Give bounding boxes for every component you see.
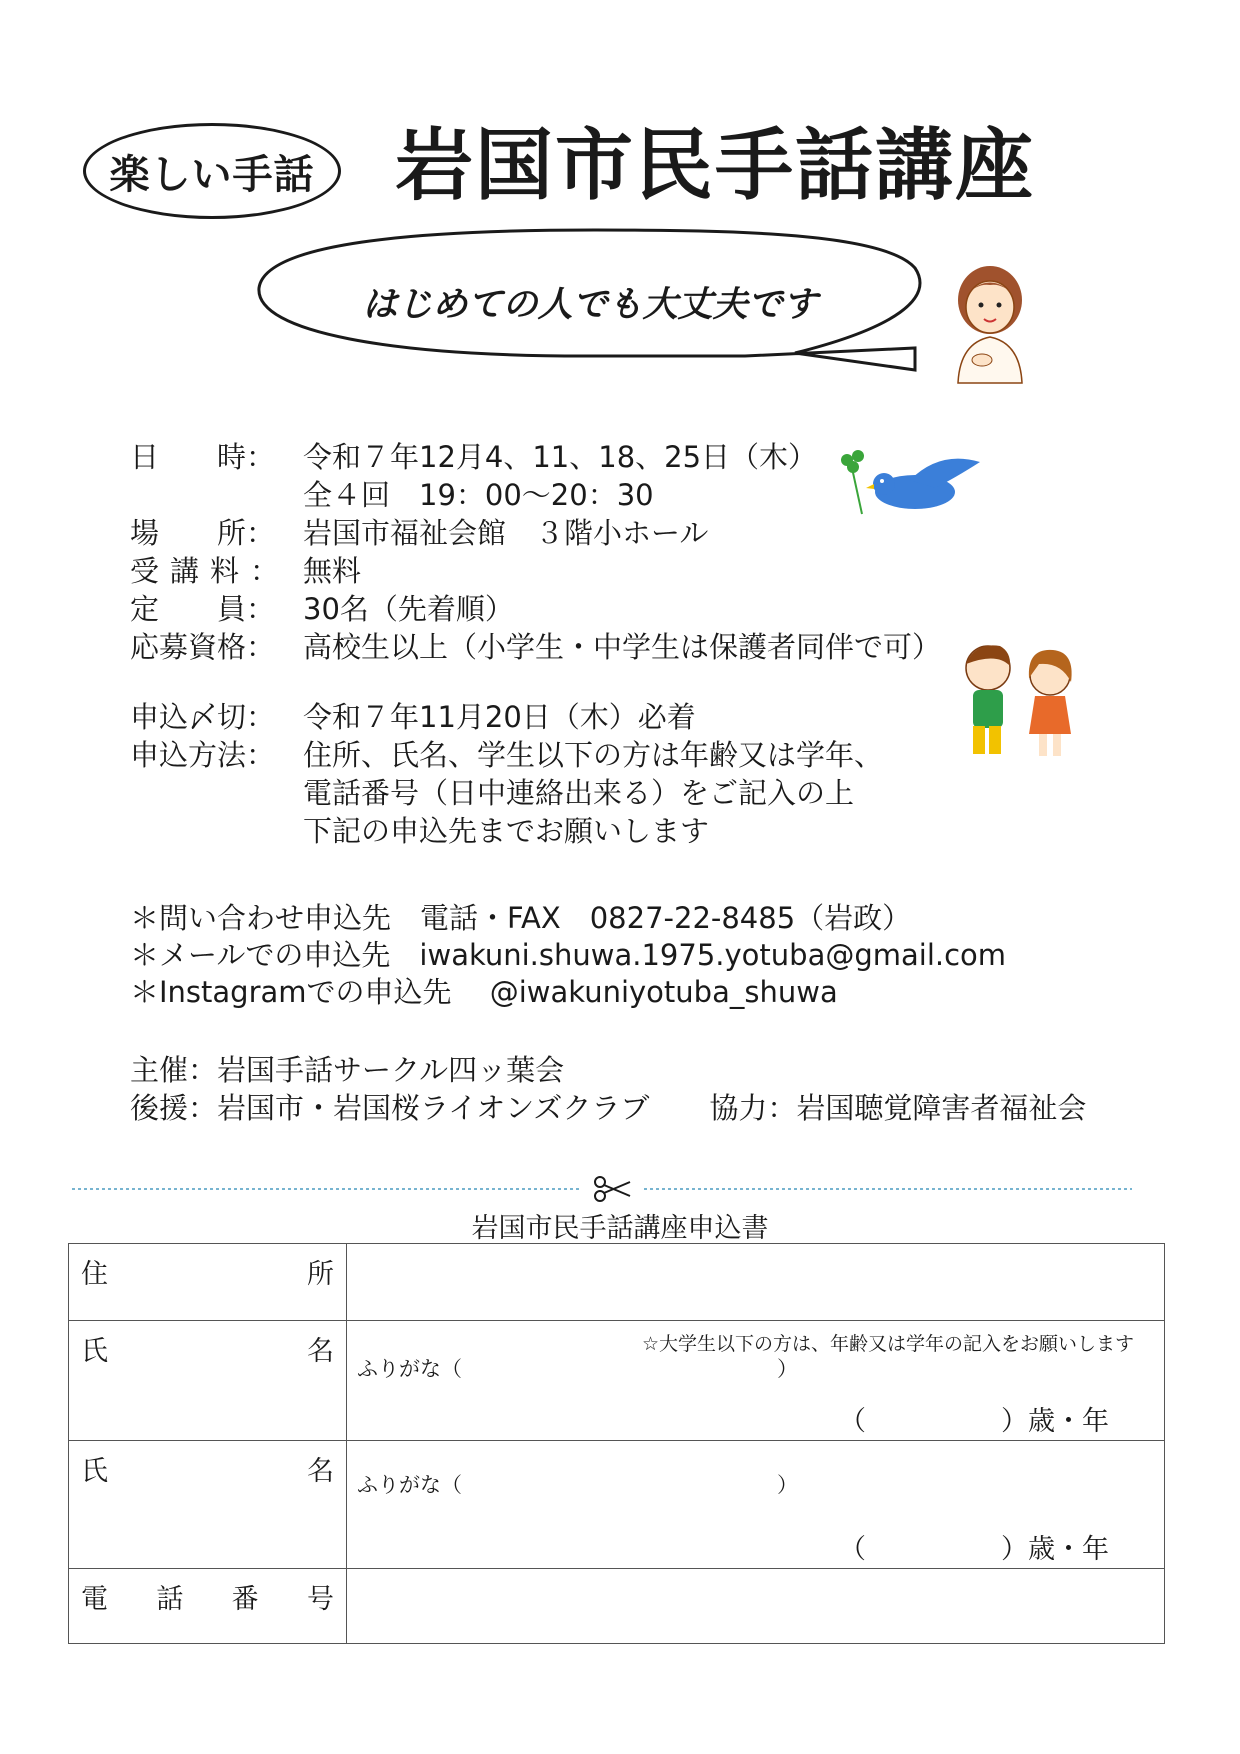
name-label-2: 氏 名 (69, 1441, 347, 1569)
application-form (68, 1243, 1165, 1644)
name-field-2[interactable] (347, 1441, 1165, 1569)
deadline-label: 申込〆切： (130, 700, 276, 734)
cut-line (72, 1172, 1132, 1202)
eligibility-label: 応募資格： (130, 630, 276, 664)
support: 後援：岩国市・岩国桜ライオンズクラブ (130, 1091, 650, 1125)
place-label: 場 所： (130, 516, 276, 550)
bubble-text: はじめての人でも大丈夫です (362, 285, 818, 325)
eligibility-value: 高校生以上（小学生・中学生は保護者同伴で可） (303, 630, 942, 664)
header-tag: 楽しい手話 (83, 123, 341, 219)
capacity-value: 30名（先着順） (303, 592, 514, 626)
fee-label: 受講料： (130, 554, 291, 588)
phone-field[interactable] (347, 1569, 1165, 1644)
age-note: ☆大学生以下の方は、年齢又は学年の記入をお願いします (641, 1333, 1134, 1355)
contact-phone: ＊問い合わせ申込先 電話・FAX 0827-22-8485（岩政） (130, 901, 912, 935)
address-label: 住 所 (69, 1244, 347, 1321)
date-value: 令和７年12月4、11、18、25日（木） (303, 440, 818, 474)
form-title: 岩国市民手話講座申込書 (471, 1213, 769, 1244)
deadline-value: 令和７年11月20日（木）必着 (303, 700, 696, 734)
date-time-value: 全４回 19：00～20：30 (303, 478, 654, 512)
woman-signing-icon (950, 265, 1030, 385)
capacity-label: 定 員： (130, 592, 276, 626)
age-2: （ ）歳・年 (839, 1534, 1109, 1565)
event-info (130, 438, 1130, 850)
method-value-3: 下記の申込先までお願いします (303, 814, 710, 848)
name-field-1[interactable] (347, 1321, 1165, 1441)
cooperation: 協力：岩国聴覚障害者福祉会 (709, 1091, 1087, 1125)
method-value-2: 電話番号（日中連絡出来る）をご記入の上 (303, 776, 855, 810)
method-value: 住所、氏名、学生以下の方は年齢又は学年、 (303, 738, 884, 772)
contact-email[interactable]: ＊メールでの申込先 iwakuni.shuwa.1975.yotuba@gmail.com (130, 938, 1007, 972)
name-label-1: 氏 名 (69, 1321, 347, 1441)
address-field[interactable] (347, 1244, 1165, 1321)
date-label: 日 時： (130, 440, 276, 474)
host: 主催：岩国手話サークル四ッ葉会 (130, 1053, 565, 1087)
furigana-1: ふりがな（ ） (357, 1357, 798, 1381)
contact-info (130, 900, 1006, 1011)
place-value: 岩国市福祉会館 ３階小ホール (303, 516, 709, 550)
age-1: （ ）歳・年 (839, 1406, 1109, 1437)
scissors-icon (595, 1177, 630, 1201)
page-title: 岩国市民手話講座 (395, 121, 1036, 211)
fee-value: 無料 (303, 554, 362, 588)
phone-label: 電 話 番 号 (69, 1569, 347, 1644)
contact-instagram[interactable]: ＊Instagramでの申込先 @iwakuniyotuba_shuwa (130, 975, 838, 1009)
furigana-2: ふりがな（ ） (357, 1473, 798, 1497)
organizers (130, 1051, 1086, 1127)
method-label: 申込方法： (130, 738, 276, 772)
